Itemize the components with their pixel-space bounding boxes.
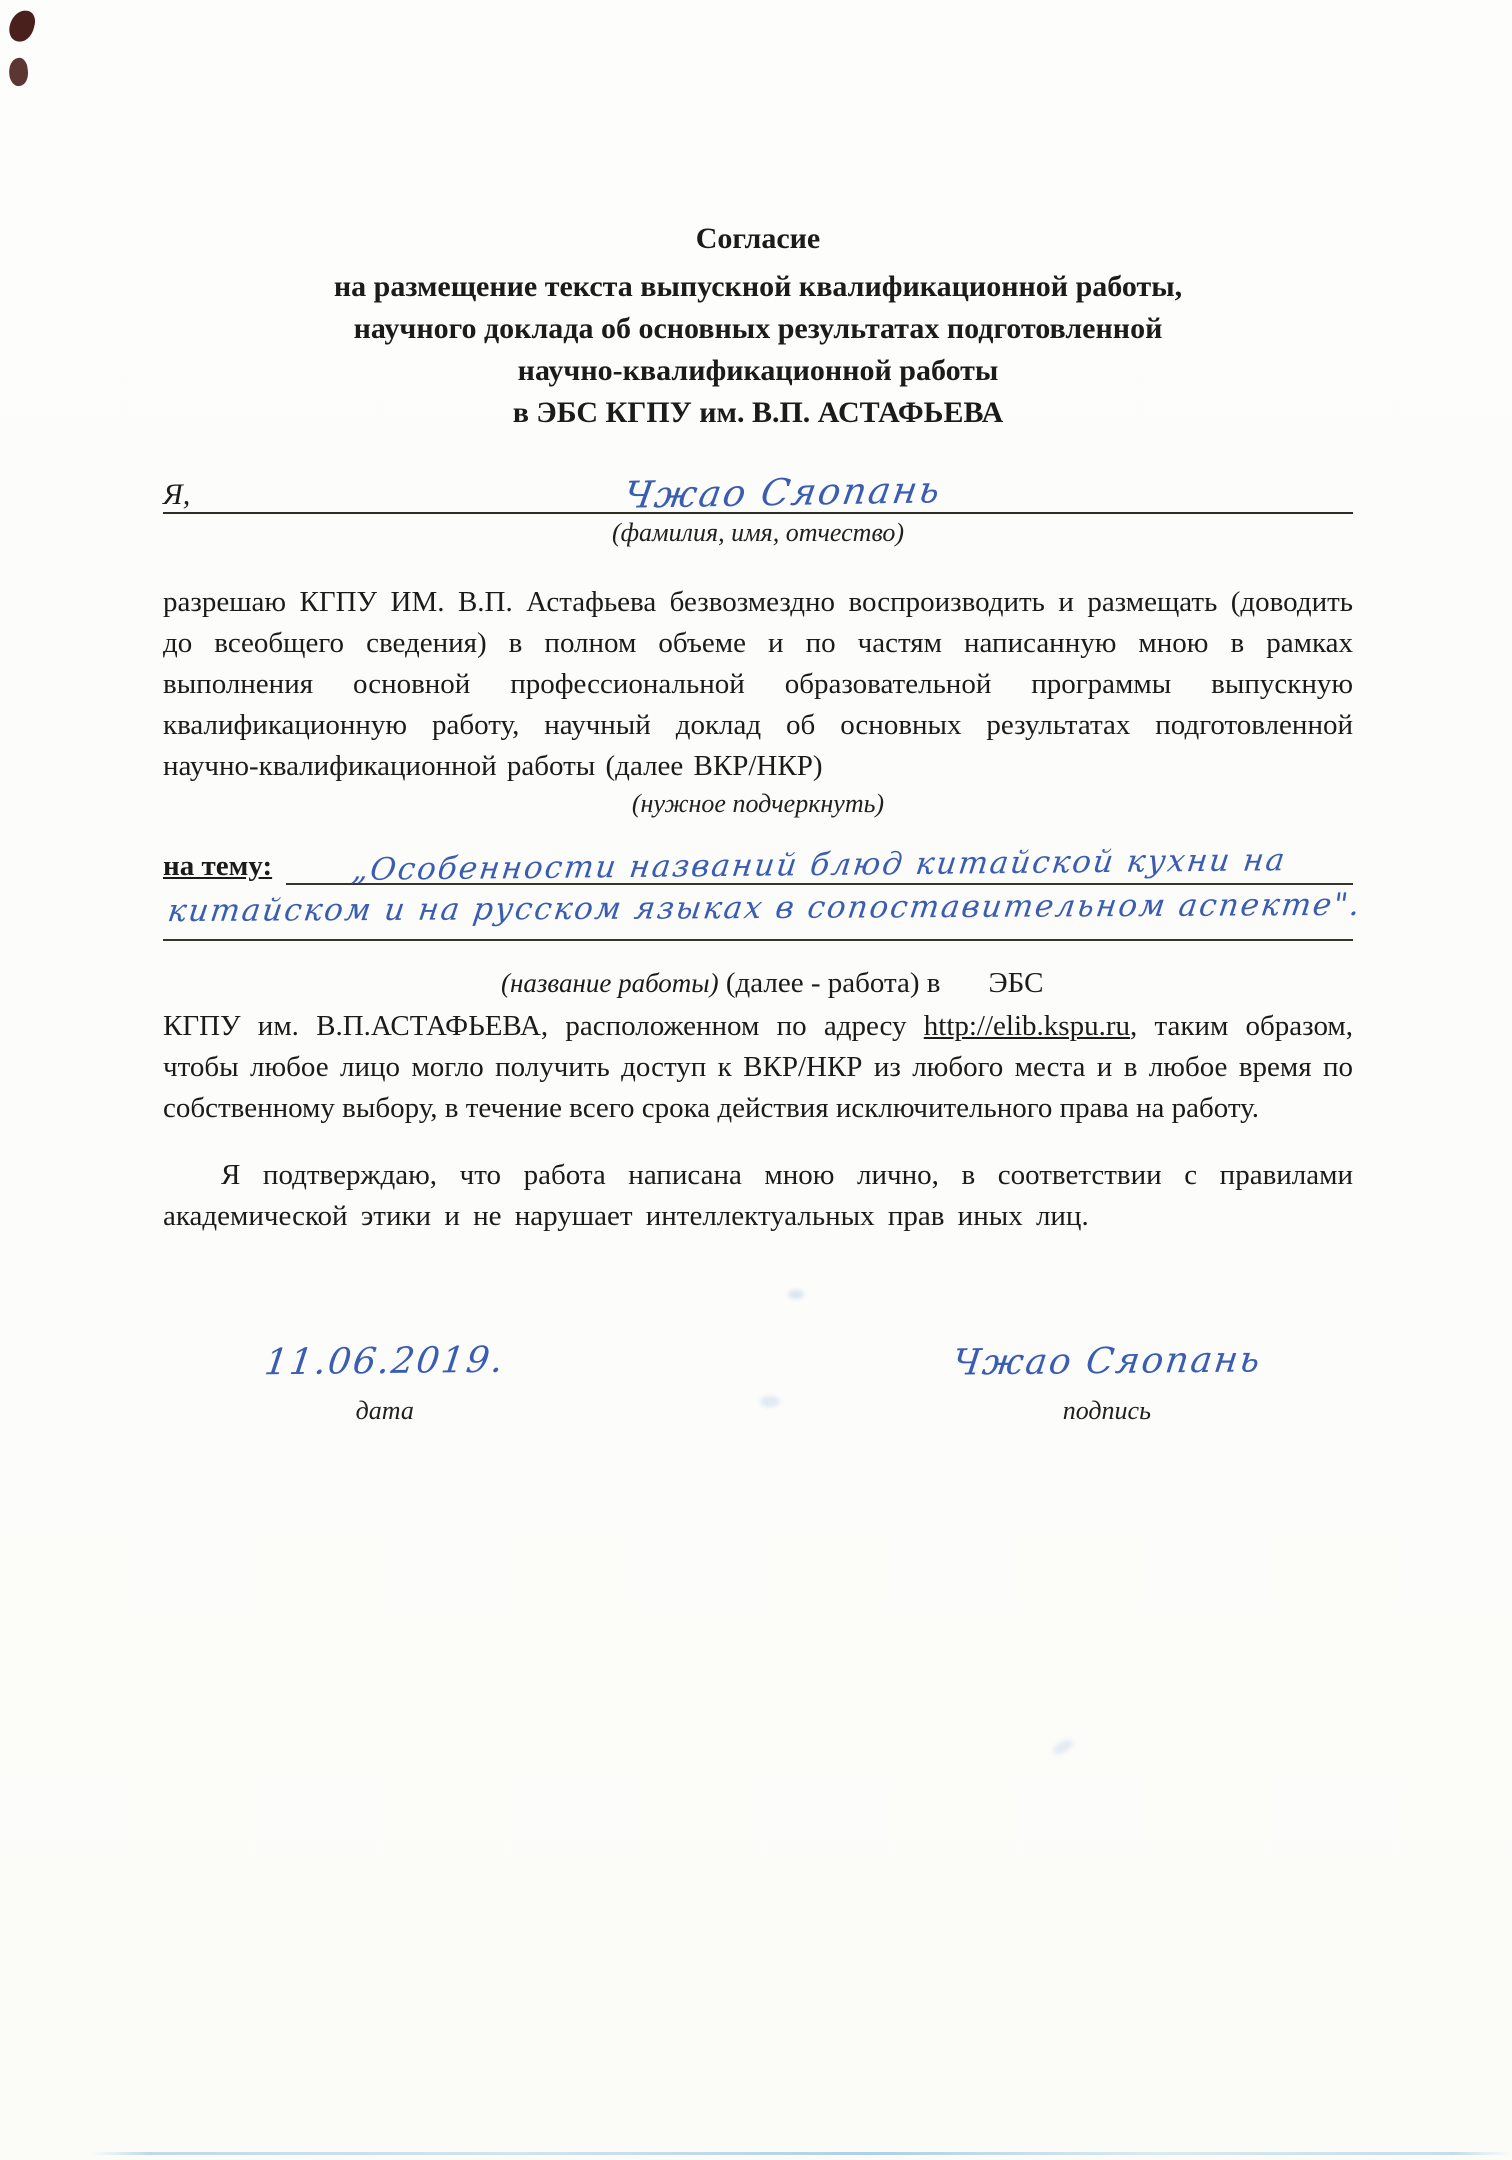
placement-paragraph: [163, 1006, 1353, 1129]
handwritten-name: Чжао Сяопань: [621, 468, 946, 517]
scan-artifact-smudge: [1051, 1737, 1075, 1757]
scan-artifact-blot: [7, 57, 30, 87]
scan-artifact-bottom-line: [92, 2152, 1510, 2155]
signature-block: [163, 1341, 1353, 1426]
handwritten-signature: Чжао Сяопань: [949, 1339, 1264, 1384]
date-block: [262, 1339, 508, 1426]
title-line: Согласие: [695, 222, 821, 255]
confirmation-paragraph: Я подтверждаю, что работа написана мною лично, в соответствии с правилами академической этики и не нарушает интеллектуальных прав иных лиц.: [163, 1159, 1353, 1232]
title-line: на размещение текста выпускной квалификационной работы,: [333, 270, 1183, 303]
underline-note: (нужное подчеркнуть): [631, 789, 885, 818]
name-underline: [214, 468, 1353, 517]
placement-text-after: , таким образом, чтобы любое лицо могло получить доступ к ВКР/НКР из любого места и в любое время по собственному выбору, в течение всего срока действия исключительного права на работу.: [163, 1010, 1353, 1124]
fio-caption: (фамилия, имя, отчество): [611, 518, 905, 547]
topic-rule-1: [286, 842, 1353, 888]
declarant-write-in-line: [163, 456, 1353, 517]
scan-artifact-blot: [6, 8, 37, 45]
title-line: в ЭБС КГПУ им. В.П. АСТАФЬЕВА: [512, 396, 1004, 429]
document-title: [163, 218, 1353, 434]
handwritten-date: 11.06.2019.: [262, 1339, 508, 1384]
topic-line-2: [163, 886, 1364, 941]
handwritten-topic-line-1: „Особенности названий блюд китайской кухни на: [350, 842, 1289, 888]
title-line: научно-квалификационной работы: [517, 354, 999, 387]
permission-paragraph: разрешаю КГПУ ИМ. В.П. Астафьева безвозмездно воспроизводить и размещать (доводить до всеобщего сведения) в полном объеме и по частям написанную мною в рамках выполнения основной профессиональной образовательной программы выпускную квалификационную работу, научный доклад об основных результатах подготовленной научно-квалификационной работы (далее ВКР/НКР): [163, 586, 1353, 782]
document-body: [163, 218, 1364, 1426]
elib-url: http://elib.kspu.ru: [923, 1010, 1130, 1042]
handwritten-topic-line-2: китайском и на русском языках в сопоставительном аспекте".: [165, 886, 1364, 930]
work-caption-line: [163, 967, 1353, 1000]
topic-line-1: [163, 833, 1353, 888]
signature-caption: подпись: [1062, 1396, 1151, 1425]
date-caption: дата: [355, 1396, 414, 1425]
work-caption-regular: (далее - работа) в: [718, 967, 941, 999]
title-line: научного доклада об основных результатах подготовленной: [353, 312, 1163, 345]
signature-area: [949, 1339, 1264, 1426]
ebs-label: ЭБС: [988, 967, 1044, 999]
placement-text-before: КГПУ им. В.П.АСТАФЬЕВА, расположенном по адресу: [163, 1010, 924, 1042]
topic-label: на тему:: [163, 850, 273, 882]
work-title-caption: (название работы): [501, 968, 719, 998]
pronoun-label: Я,: [163, 478, 191, 511]
